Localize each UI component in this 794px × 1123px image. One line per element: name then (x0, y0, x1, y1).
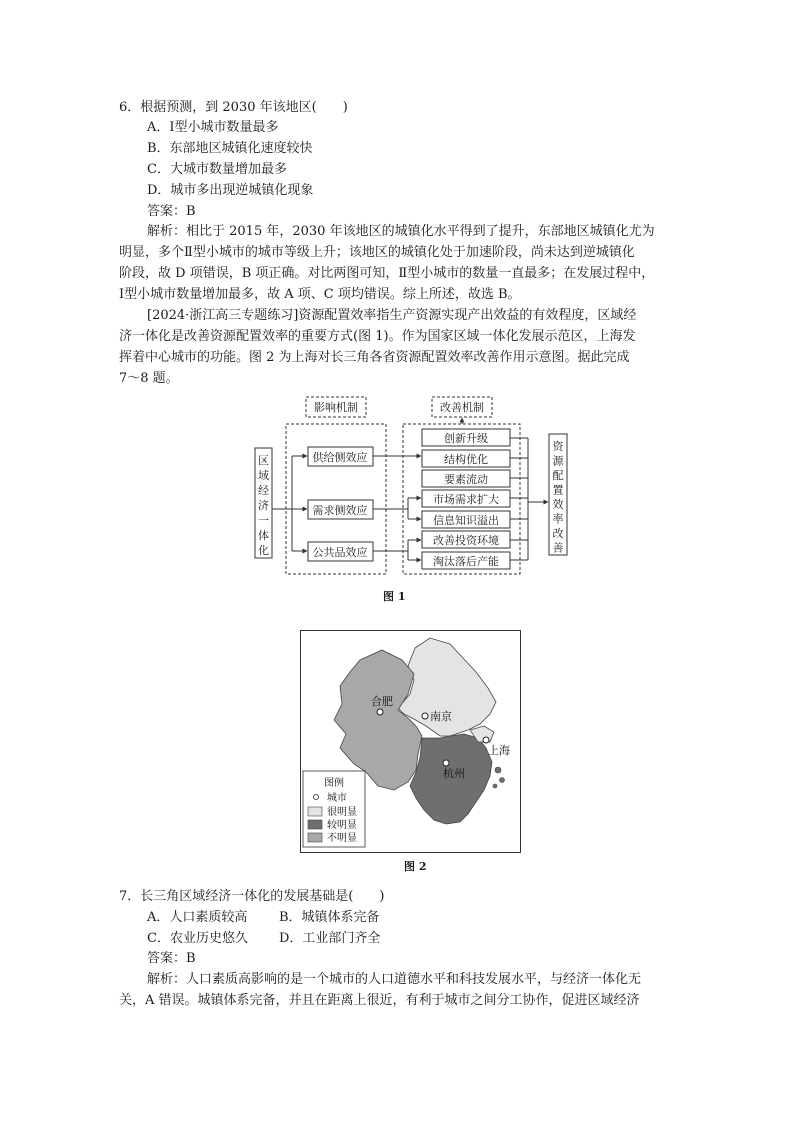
figure-1-diagram (240, 392, 580, 608)
effect-label: 供给侧效应 (312, 451, 368, 464)
legend-swatch-fairly (308, 820, 322, 829)
q6-option-c: C．大城市数量增加最多 (147, 162, 287, 177)
q6-option-a: A．Ⅰ型小城市数量最多 (147, 120, 279, 135)
right-box-char: 率 (552, 512, 564, 526)
intro-line: 济一体化是改善资源配置效率的重要方式(图 1)。作为国家区域一体化发展示范区，上海发 (119, 329, 636, 344)
right-box-char: 改 (552, 527, 564, 540)
left-box-char: 经 (258, 484, 269, 497)
q7-answer: 答案：B (147, 951, 196, 966)
figure-2-caption: 图 2 (404, 860, 427, 873)
influence-title: 影响机制 (314, 401, 358, 414)
q6-stem: 6．根据预测，到 2030 年该地区( ) (119, 100, 348, 115)
q6-analysis-line: 解析：相比于 2015 年，2030 年该地区的城镇化水平得到了提升，东部地区城镇化尤为 (147, 224, 655, 239)
left-box-char: 济 (258, 499, 269, 512)
right-box-char: 善 (552, 541, 564, 555)
left-box-char: 区 (258, 454, 269, 467)
city-label: 杭州 (443, 767, 465, 780)
city-marker (483, 737, 489, 743)
improve-title: 改善机制 (440, 401, 484, 414)
mechanism-label: 结构优化 (444, 453, 488, 466)
legend-city-symbol (314, 795, 319, 800)
q7-analysis-line: 关，A 错误。城镇体系完备，并且在距离上很近，有利于城市之间分工协作，促进区域经济 (119, 993, 640, 1008)
q7-option-c: C．农业历史悠久 (147, 931, 248, 946)
mechanism-label: 创新升级 (444, 432, 488, 445)
right-box-char: 效 (552, 498, 564, 511)
mechanism-label: 要素流动 (444, 473, 488, 486)
city-label: 合肥 (371, 695, 393, 708)
left-box-char: 一 (258, 514, 269, 527)
q7-option-b: B．城镇体系完备 (279, 910, 380, 925)
q7-stem: 7．长三角区域经济一体化的发展基础是( ) (119, 889, 385, 904)
right-box-char: 置 (552, 483, 564, 497)
mechanism-label: 改善投资环境 (433, 534, 499, 547)
q6-option-d: D．城市多出现逆城镇化现象 (147, 183, 314, 198)
city-label: 南京 (430, 710, 452, 723)
city-label: 上海 (488, 744, 510, 757)
q6-analysis-line: Ⅰ型小城市数量增加最多，故 A 项、C 项均错误。综上所述，故选 B。 (119, 287, 521, 302)
right-box-char: 源 (552, 454, 564, 468)
q7-analysis-line: 解析：人口素质高影响的是一个城市的人口道德水平和科技发展水平，与经济一体化无 (147, 972, 642, 987)
legend-swatch-not (308, 833, 322, 842)
legend-label: 很明显 (327, 807, 357, 818)
effect-label: 公共品效应 (312, 546, 368, 559)
legend-label: 不明显 (327, 833, 357, 844)
q6-analysis-line: 明显，多个Ⅱ型小城市的城市等级上升；该地区的城镇化处于加速阶段，尚未达到逆城镇化 (119, 245, 635, 260)
legend-title: 图例 (324, 778, 344, 789)
left-box-char: 体 (258, 529, 269, 542)
legend-swatch-very (308, 807, 322, 816)
left-box-char: 域 (258, 469, 269, 482)
q7-option-a: A．人口素质较高 (147, 910, 248, 925)
figure-1-caption: 图 1 (383, 590, 406, 603)
q6-answer: 答案：B (147, 204, 196, 219)
city-marker (422, 713, 428, 719)
intro-line: 7～8 题。 (119, 371, 179, 386)
intro-line: [2024·浙江高三专题练习]资源配置效率指生产资源实现产出效益的有效程度，区域经 (147, 308, 637, 323)
effect-label: 需求侧效应 (312, 504, 368, 517)
city-marker (377, 709, 383, 715)
q6-option-b: B．东部地区城镇化速度较快 (147, 141, 313, 156)
legend-label: 城市 (327, 793, 347, 804)
mechanism-label: 淘汰落后产能 (433, 555, 499, 568)
right-box-char: 资 (552, 440, 564, 453)
city-marker (443, 760, 449, 766)
figure-2-map (300, 630, 522, 854)
legend-label: 较明显 (327, 820, 357, 831)
q6-analysis-line: 阶段，故 D 项错误，B 项正确。对比两图可知，Ⅱ型小城市的数量一直最多；在发展过程中， (119, 266, 655, 281)
q7-option-d: D．工业部门齐全 (279, 931, 381, 946)
mechanism-label: 信息知识溢出 (433, 514, 499, 527)
left-box-char: 化 (258, 544, 269, 557)
right-box-char: 配 (552, 469, 564, 482)
intro-line: 挥着中心城市的功能。图 2 为上海对长三角各省资源配置效率改善作用示意图。据此完成 (119, 350, 630, 365)
mechanism-label: 市场需求扩大 (433, 493, 499, 506)
